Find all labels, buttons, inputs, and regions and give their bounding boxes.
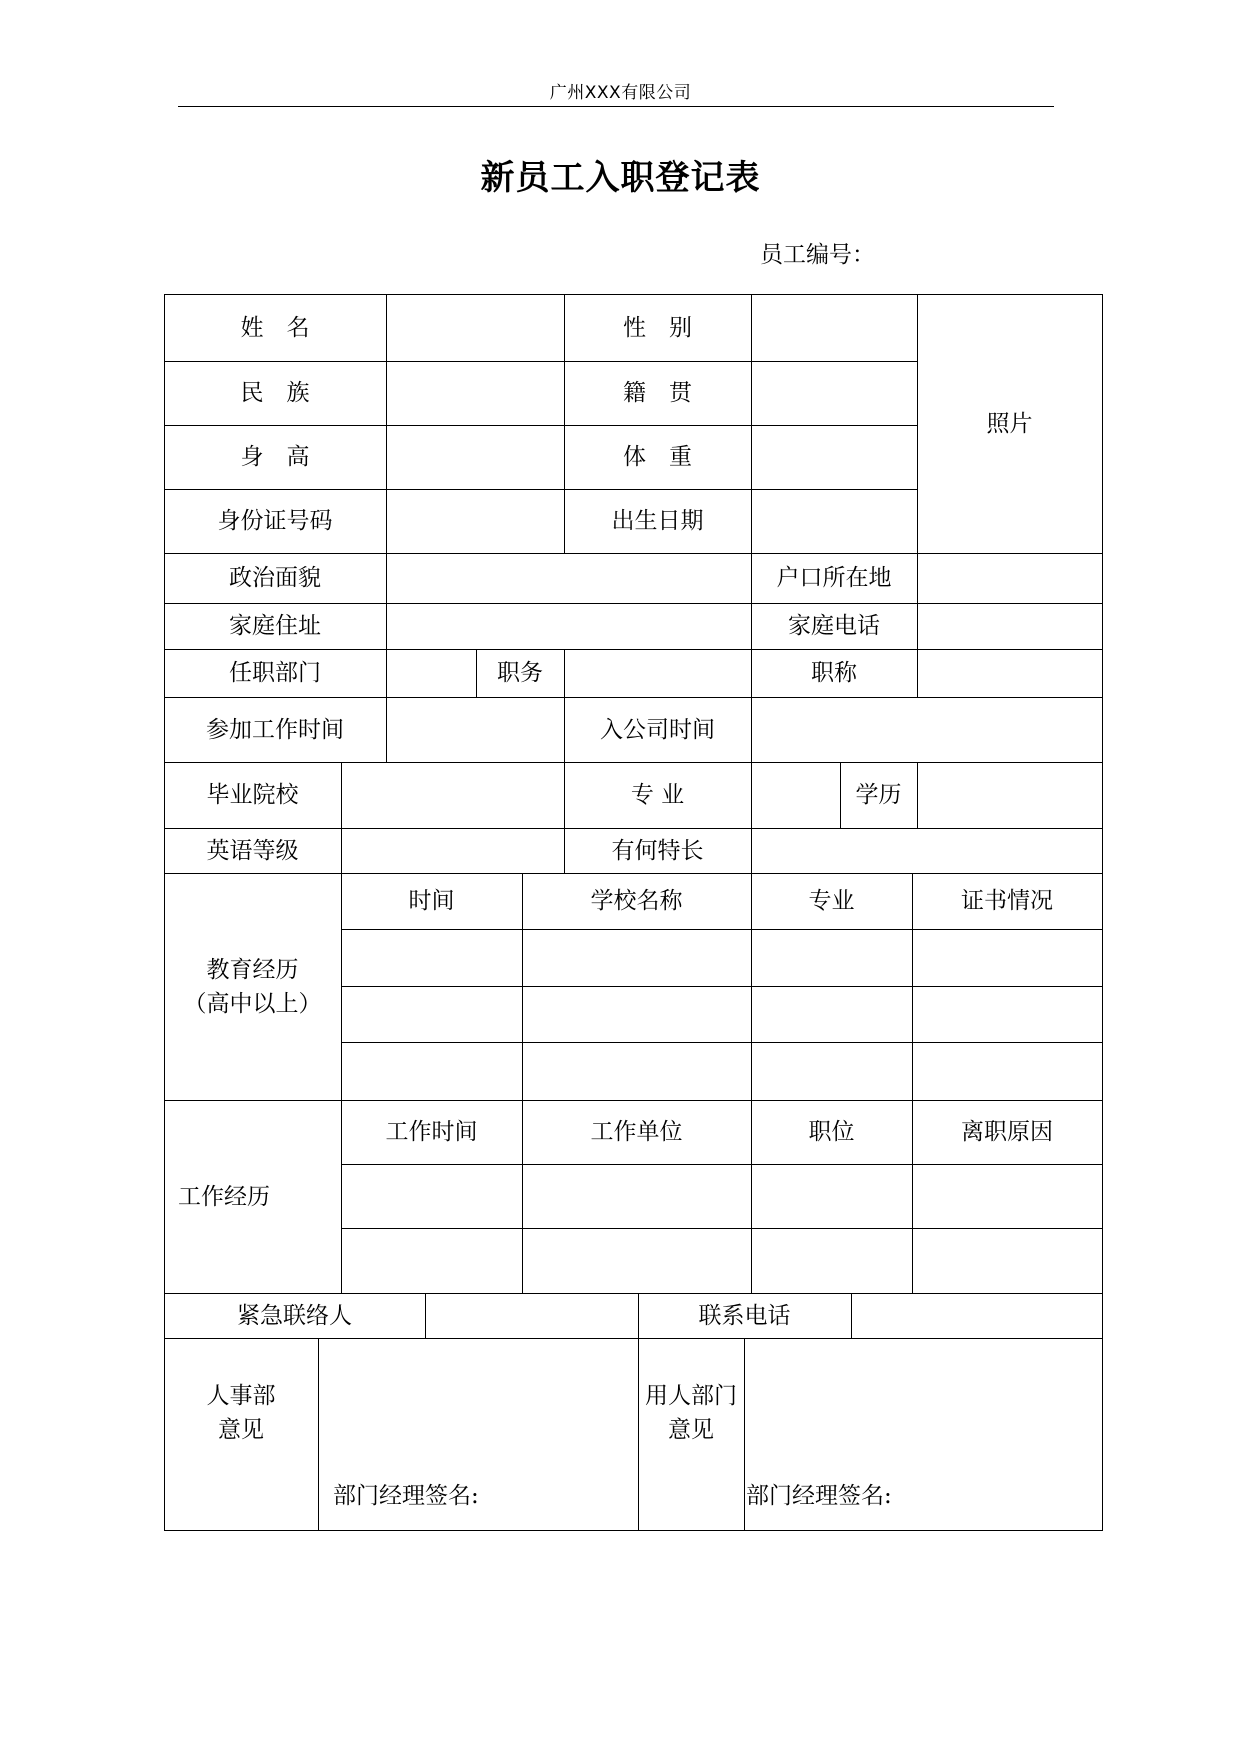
- weight-label: 体 重: [623, 444, 692, 470]
- table-border-right: [1102, 294, 1103, 1530]
- school-label: 毕业院校: [206, 782, 299, 808]
- col-divider: [564, 649, 565, 697]
- education-label-line2: （高中以上）: [183, 990, 322, 1017]
- education-history-label: [164, 873, 341, 1100]
- hr-opinion-label: [164, 1338, 318, 1488]
- work-history-label: 工作经历: [178, 1183, 270, 1210]
- education-label-line1: 教育经历: [206, 956, 299, 983]
- employee-number-label: 员工编号：: [760, 242, 875, 268]
- name-label: 姓 名: [240, 314, 310, 341]
- dept-opinion-line2: 意见: [668, 1417, 714, 1443]
- home-address-label: 家庭住址: [229, 613, 321, 639]
- position-label: 职务: [497, 660, 543, 686]
- job-title-label: 职称: [811, 660, 857, 686]
- english-level-label: 英语等级: [206, 837, 299, 864]
- row-divider: [341, 986, 1103, 987]
- col-divider: [751, 697, 752, 762]
- col-divider: [522, 873, 523, 1293]
- birth-date-label: 出生日期: [611, 508, 704, 534]
- row-divider: [341, 1164, 1103, 1165]
- col-divider: [917, 762, 918, 828]
- education-header-major: 专业: [808, 888, 855, 914]
- col-divider: [751, 762, 752, 828]
- hr-opinion-line2: 意见: [218, 1417, 264, 1443]
- company-name: 广州XXX有限公司: [549, 83, 692, 103]
- col-divider: [751, 828, 752, 873]
- col-divider: [425, 1293, 426, 1338]
- height-label: 身 高: [240, 444, 310, 470]
- col-divider: [386, 294, 387, 553]
- col-divider: [751, 873, 752, 1293]
- col-divider: [341, 828, 342, 873]
- ethnicity-label: 民 族: [240, 380, 310, 406]
- education-header-school: 学校名称: [590, 888, 683, 914]
- col-divider: [341, 762, 342, 828]
- col-divider: [751, 294, 752, 553]
- col-divider: [386, 649, 387, 697]
- specialty-label: 有何特长: [611, 837, 704, 864]
- registration-form-table: [164, 294, 1103, 1530]
- gender-label: 性 别: [623, 314, 692, 341]
- col-divider: [341, 873, 342, 1293]
- emergency-contact-label: 紧急联络人: [237, 1302, 352, 1329]
- work-header-time: 工作时间: [385, 1119, 478, 1145]
- hr-manager-signature-label: 部门经理签名:: [333, 1483, 479, 1509]
- photo-placeholder: 照片: [986, 410, 1033, 437]
- work-start-label: 参加工作时间: [206, 716, 344, 743]
- contact-phone-label: 联系电话: [698, 1302, 791, 1329]
- home-phone-label: 家庭电话: [788, 613, 880, 639]
- department-label: 任职部门: [229, 660, 321, 686]
- join-date-label: 入公司时间: [600, 716, 715, 743]
- col-divider: [318, 1338, 319, 1530]
- major-label: 专 业: [630, 782, 685, 808]
- row-divider: [341, 1228, 1103, 1229]
- native-place-label: 籍 贯: [623, 380, 692, 406]
- col-divider: [386, 553, 387, 649]
- hukou-location-label: 户口所在地: [776, 565, 892, 591]
- col-divider: [851, 1293, 852, 1338]
- row-divider: [341, 1042, 1103, 1043]
- degree-label: 学历: [855, 782, 902, 808]
- dept-manager-signature-label: 部门经理签名:: [746, 1483, 892, 1509]
- work-header-position: 职位: [808, 1119, 855, 1145]
- header-divider: [178, 106, 1054, 107]
- education-header-certificate: 证书情况: [961, 888, 1053, 914]
- row-divider: [341, 929, 1103, 930]
- page-title: 新员工入职登记表: [480, 158, 761, 198]
- table-border-bottom: [164, 1530, 1103, 1531]
- work-header-leave-reason: 离职原因: [961, 1119, 1053, 1145]
- hr-opinion-line1: 人事部: [206, 1383, 276, 1409]
- dept-opinion-line1: 用人部门: [645, 1383, 737, 1409]
- col-divider: [917, 649, 918, 697]
- col-divider: [912, 873, 913, 1293]
- political-status-label: 政治面貌: [229, 565, 321, 591]
- work-header-employer: 工作单位: [590, 1119, 683, 1145]
- education-header-time: 时间: [408, 888, 455, 914]
- col-divider: [386, 697, 387, 762]
- id-number-label: 身份证号码: [217, 508, 333, 534]
- dept-opinion-label: [638, 1338, 744, 1488]
